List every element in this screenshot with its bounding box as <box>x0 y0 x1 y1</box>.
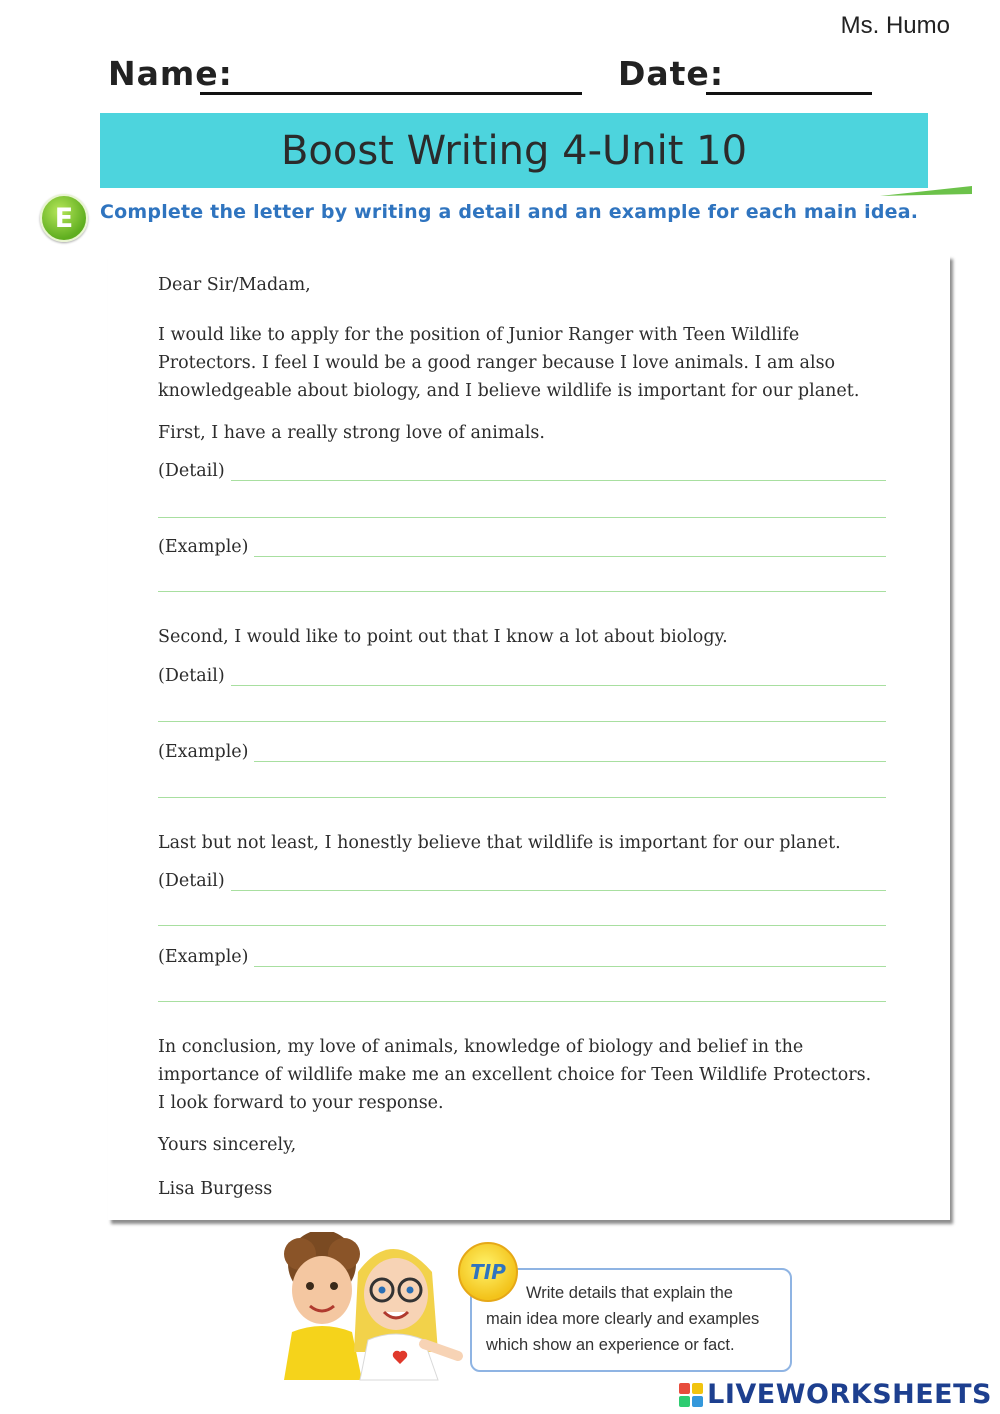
example-continuation-line[interactable] <box>158 591 886 592</box>
tip-line: main idea more clearly and examples <box>486 1310 760 1328</box>
example-answer-line[interactable] <box>254 948 886 967</box>
conclusion-line: In conclusion, my love of animals, knowledge of biology and belief in the <box>158 1037 804 1057</box>
tip-line: Write details that explain the <box>526 1284 733 1302</box>
detail-continuation-line[interactable] <box>158 517 886 518</box>
letter-closing: Yours sincerely, <box>158 1135 297 1155</box>
example-row-1[interactable] <box>158 533 886 561</box>
letter-signature: Lisa Burgess <box>158 1179 273 1199</box>
tip-line: which show an experience or fact. <box>486 1336 735 1354</box>
main-idea-1: First, I have a really strong love of animals. <box>158 423 545 443</box>
detail-row-3[interactable] <box>158 867 886 895</box>
example-label: (Example) <box>158 537 249 557</box>
detail-continuation-line[interactable] <box>158 925 886 926</box>
example-row-3[interactable] <box>158 943 886 971</box>
detail-continuation-line[interactable] <box>158 721 886 722</box>
detail-answer-line[interactable] <box>231 872 886 891</box>
page-title: Boost Writing 4-Unit 10 <box>280 127 748 174</box>
watermark-text: LIVEWORKSHEETS <box>707 1379 992 1410</box>
date-label: Date: <box>618 54 725 93</box>
exercise-badge: E <box>40 194 88 242</box>
name-label: Name: <box>108 54 233 93</box>
detail-answer-line[interactable] <box>231 462 886 481</box>
liveworksheets-logo-icon <box>679 1383 703 1407</box>
main-idea-2: Second, I would like to point out that I know a lot about biology. <box>158 627 728 647</box>
letter-box <box>108 255 950 1220</box>
letter-greeting: Dear Sir/Madam, <box>158 275 311 295</box>
detail-row-1[interactable] <box>158 457 886 485</box>
detail-row-2[interactable] <box>158 662 886 690</box>
green-swoosh-decoration <box>880 186 972 198</box>
liveworksheets-watermark <box>679 1379 992 1410</box>
detail-label: (Detail) <box>158 871 225 891</box>
conclusion-line: I look forward to your response. <box>158 1093 444 1113</box>
tip-box <box>470 1268 792 1372</box>
name-line[interactable] <box>200 92 582 95</box>
tip-area <box>262 1232 802 1382</box>
main-idea-3: Last but not least, I honestly believe that wildlife is important for our planet. <box>158 833 841 853</box>
example-continuation-line[interactable] <box>158 797 886 798</box>
detail-answer-line[interactable] <box>231 667 886 686</box>
intro-line: I would like to apply for the position of Junior Ranger with Teen Wildlife <box>158 325 800 345</box>
teacher-name: Ms. Humo <box>840 12 950 39</box>
exercise-instruction: Complete the letter by writing a detail and an example for each main idea. <box>100 201 919 223</box>
date-line[interactable] <box>706 92 872 95</box>
conclusion-line: importance of wildlife make me an excellent choice for Teen Wildlife Protectors. <box>158 1065 872 1085</box>
detail-label: (Detail) <box>158 666 225 686</box>
detail-label: (Detail) <box>158 461 225 481</box>
example-answer-line[interactable] <box>254 538 886 557</box>
tip-text <box>486 1280 782 1358</box>
intro-line: knowledgeable about biology, and I believe wildlife is important for our planet. <box>158 381 860 401</box>
example-label: (Example) <box>158 947 249 967</box>
example-continuation-line[interactable] <box>158 1001 886 1002</box>
example-answer-line[interactable] <box>254 743 886 762</box>
intro-line: Protectors. I feel I would be a good ranger because I love animals. I am also <box>158 353 836 373</box>
title-banner <box>100 113 928 188</box>
example-row-2[interactable] <box>158 738 886 766</box>
example-label: (Example) <box>158 742 249 762</box>
tip-icon: TIP <box>458 1242 518 1302</box>
two-girls-illustration <box>262 1232 472 1382</box>
